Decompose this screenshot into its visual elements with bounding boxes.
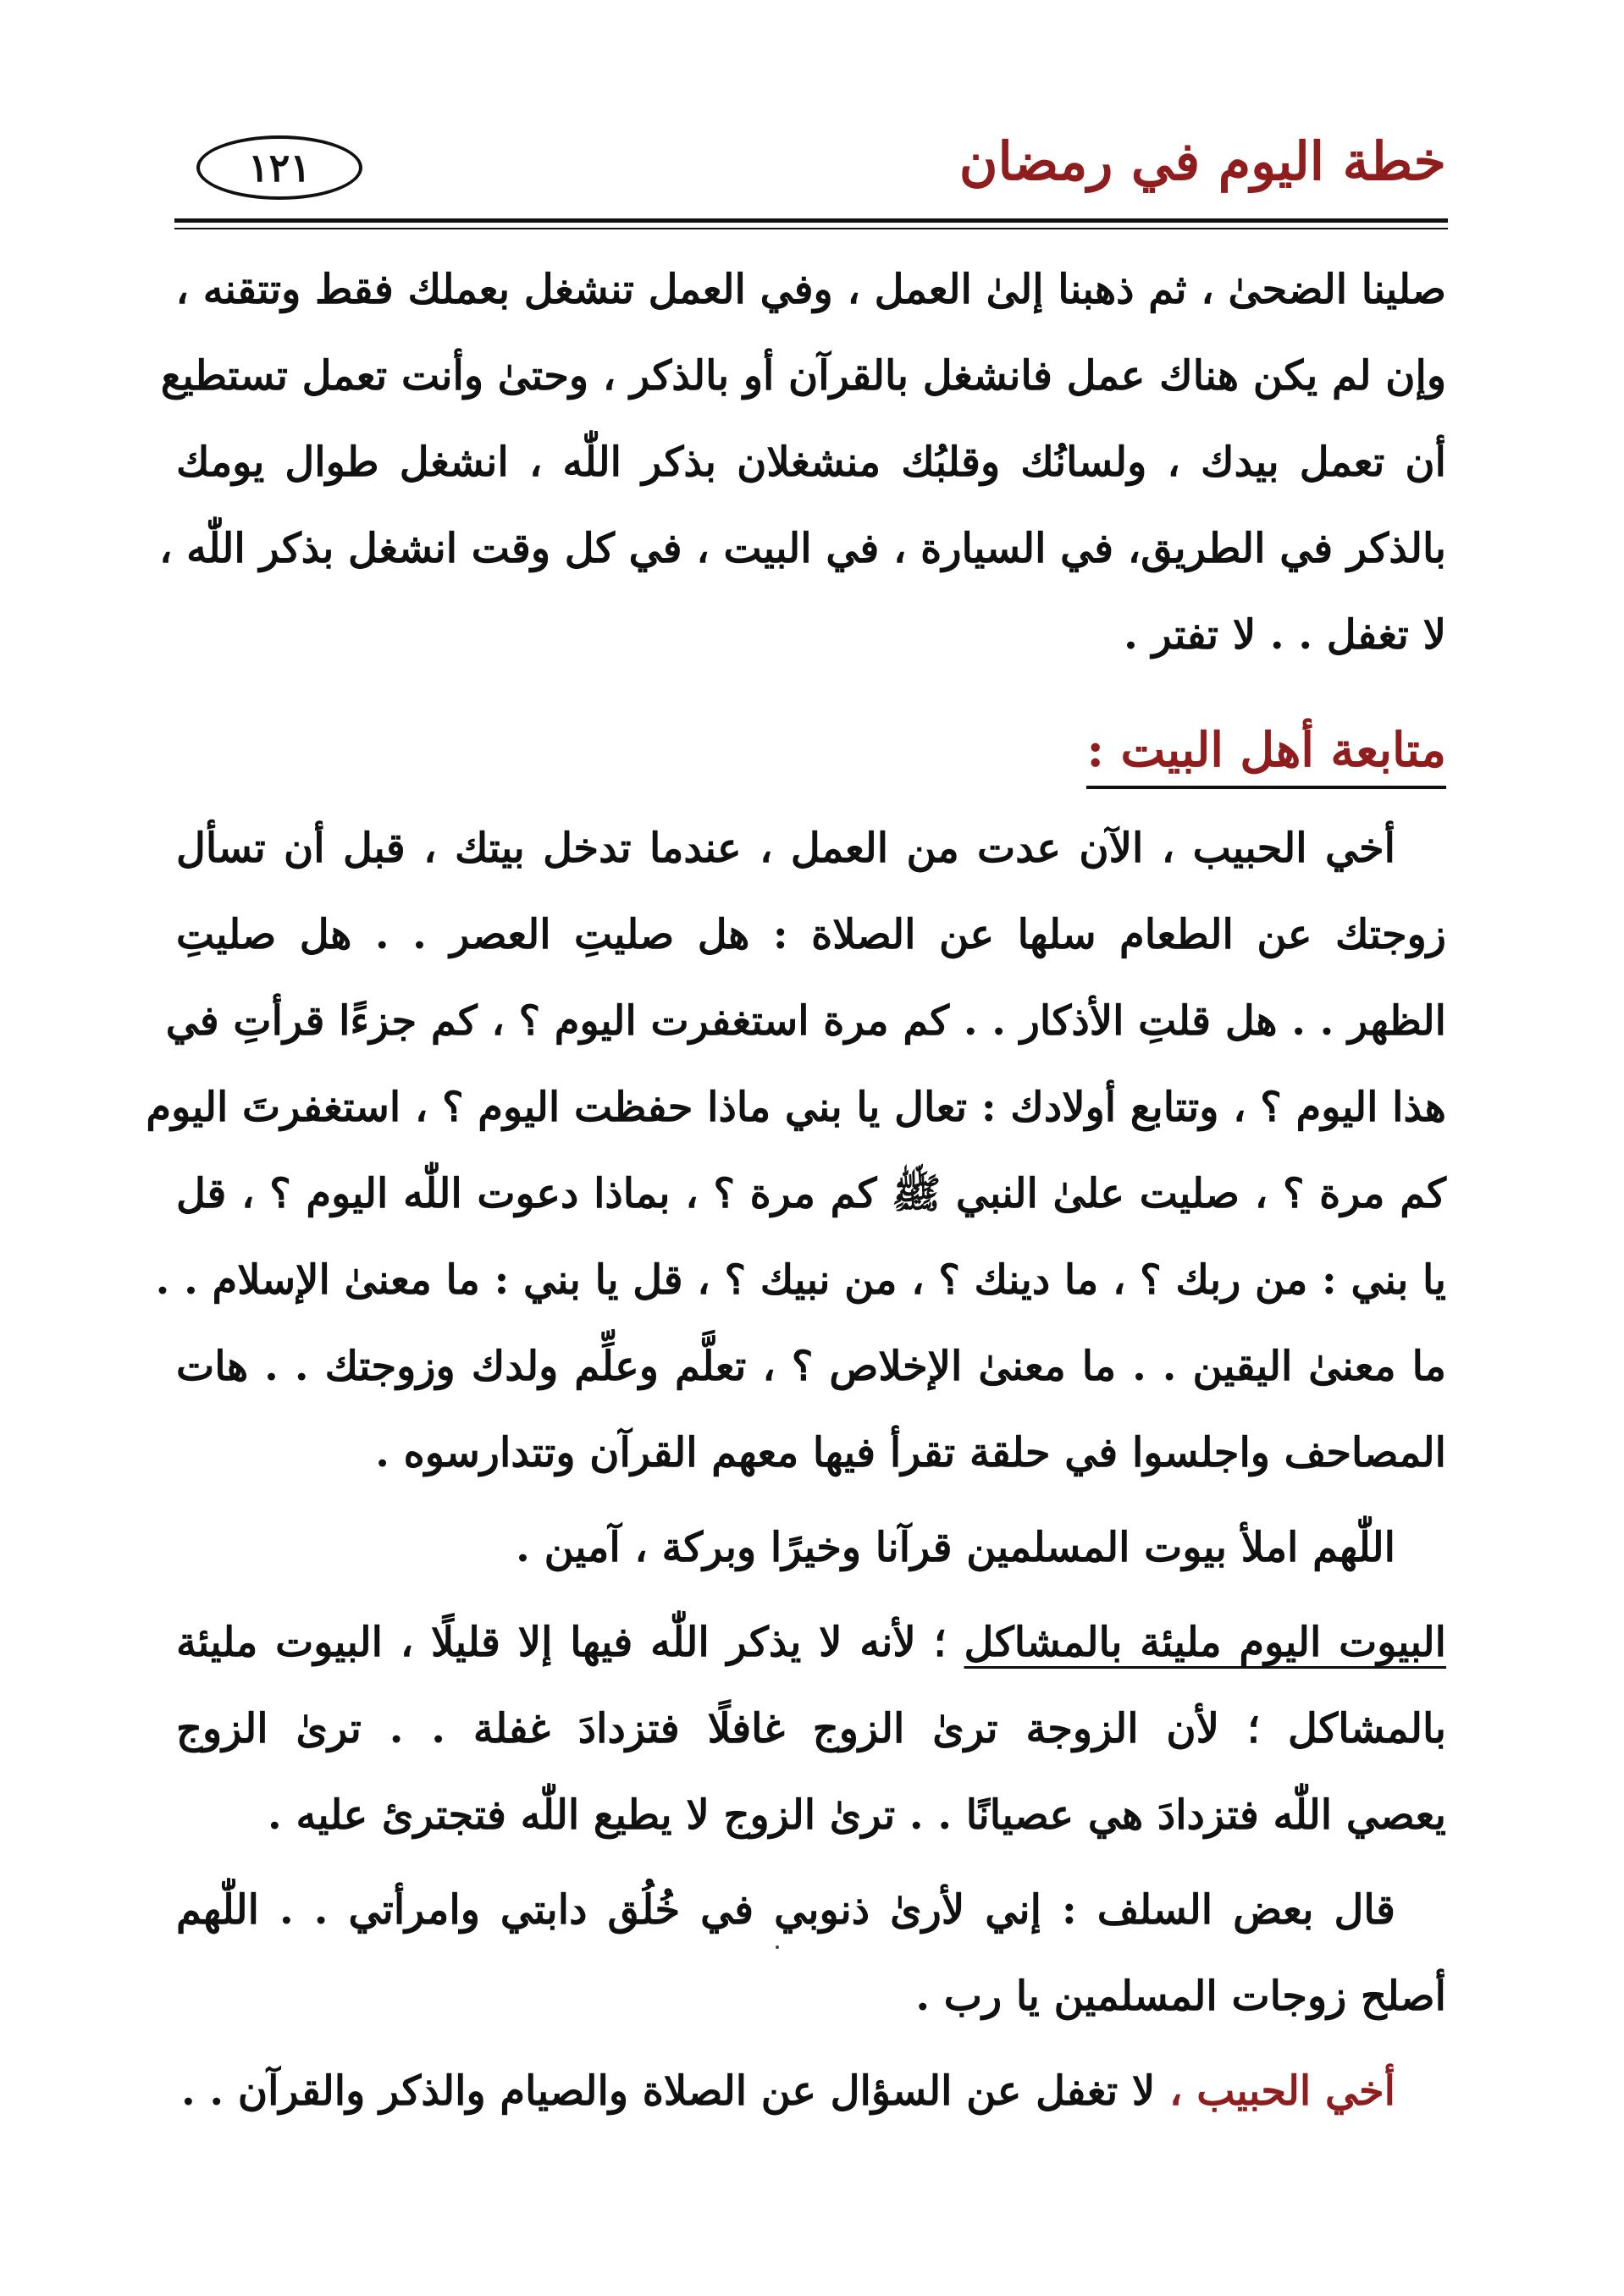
body-line xyxy=(176,1619,1446,1666)
page-number xyxy=(196,135,362,200)
body-line: كم مرة ؟ ، صليت علىٰ النبي ﷺ كم مرة ؟ ، بماذا دعوت اللّٰه اليوم ؟ ، قل xyxy=(176,1170,1446,1217)
body-line: قال بعض السلف : إني لأرىٰ ذنوبي في خُلُق دابتي وامرأتي . . اللّٰهم xyxy=(176,1886,1395,1934)
body-line: أخي الحبيب ، الآن عدت من العمل ، عندما تدخل بيتك ، قبل أن تسأل xyxy=(176,825,1395,872)
page-number-text: ١٢١ xyxy=(247,145,312,190)
body-line: زوجتك عن الطعام سلها عن الصلاة : هل صليتِ العصر . . هل صليتِ xyxy=(176,911,1446,958)
header-rule-thick xyxy=(174,218,1448,223)
body-line: بالذكر في الطريق، في السيارة ، في البيت ، في كل وقت انشغل بذكر اللّٰه ، xyxy=(158,525,1446,572)
body-line: المصاحف واجلسوا في حلقة تقرأ فيها معهم القرآن وتتدارسوه . xyxy=(375,1429,1446,1476)
section-heading: متابعة أهل البيت : xyxy=(1086,726,1446,789)
scan-speck xyxy=(776,1946,779,1949)
closing-line xyxy=(176,2067,1395,2115)
body-line: ما معنىٰ اليقين . . ما معنىٰ الإخلاص ؟ ، تعلَّم وعلِّم ولدك وزوجتك . . هات xyxy=(176,1343,1446,1390)
underlined-phrase: البيوت اليوم مليئة بالمشاكل xyxy=(964,1619,1446,1666)
body-line: وإن لم يكن هناك عمل فانشغل بالقرآن أو بالذكر ، وحتىٰ وأنت تعمل تستطيع xyxy=(160,352,1446,400)
running-title: خطة اليوم في رمضان xyxy=(958,130,1446,192)
body-line: يعصي اللّٰه فتزدادَ هي عصيانًا . . ترىٰ الزوج لا يطيع اللّٰه فتجترئ عليه . xyxy=(268,1791,1446,1839)
body-line: لا تغفل . . لا تفتر . xyxy=(1124,611,1446,659)
body-line-rest: ؛ لأنه لا يذكر اللّٰه فيها إلا قليلًا ، البيوت مليئة xyxy=(176,1619,964,1666)
body-line: صلينا الضحىٰ ، ثم ذهبنا إلىٰ العمل ، وفي العمل تنشغل بعملك فقط وتتقنه ، xyxy=(175,266,1446,313)
prayer-line: اللّٰهم املأ بيوت المسلمين قرآنا وخيرًا وبركة ، آمين . xyxy=(516,1524,1395,1571)
body-line: يا بني : من ربك ؟ ، ما دينك ؟ ، من نبيك ؟ ، قل يا بني : ما معنىٰ الإسلام . . xyxy=(155,1256,1446,1304)
body-line: هذا اليوم ؟ ، وتتابع أولادك : تعال يا بني ماذا حفظت اليوم ؟ ، استغفرتَ اليوم xyxy=(146,1084,1446,1131)
closing-rest: لا تغفل عن السؤال عن الصلاة والصيام والذكر والقرآن . . xyxy=(180,2067,1170,2115)
body-line: الظهر . . هل قلتِ الأذكار . . كم مرة استغفرت اليوم ؟ ، كم جزءًا قرأتِ في xyxy=(165,997,1446,1045)
body-line: أن تعمل بيدك ، ولسانُك وقلبُك منشغلان بذكر اللّٰه ، انشغل طوال يومك xyxy=(176,439,1446,486)
body-line: بالمشاكل ؛ لأن الزوجة ترىٰ الزوج غافلًا فتزدادَ غفلة . . ترىٰ الزوج xyxy=(176,1705,1446,1752)
closing-lead: أخي الحبيب ، xyxy=(1169,2067,1395,2115)
header-rule-thin xyxy=(174,228,1448,229)
body-line: أصلح زوجات المسلمين يا رب . xyxy=(915,1973,1446,2020)
